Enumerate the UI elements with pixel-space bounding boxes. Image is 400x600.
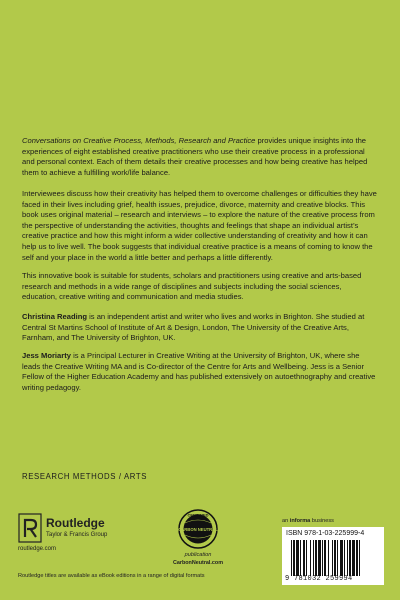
informa-prefix: an — [282, 518, 290, 524]
author-bio-text: is a Principal Lecturer in Creative Writing at the University of Brighton, UK, where she leads the Creative Writing MA and is Co-director of the Centre for Arts and Wellbeing. Jess is a Senior Fellow of the Higher Education Academy and has published extensively on autoethnography and creative writing pedagogy. — [22, 351, 376, 392]
carbon-neutral-site: CarbonNeutral.com — [172, 560, 224, 566]
cn-badge-top: CERTIFIED — [187, 512, 209, 518]
informa-business-line — [282, 518, 334, 524]
informa-brand: informa — [289, 518, 311, 524]
barcode-icon — [290, 540, 380, 576]
author-bio-1 — [22, 312, 378, 344]
blurb-paragraph-2 — [22, 189, 378, 263]
blurb-paragraph-2-text: Interviewees discuss how their creativity has helped them to overcome challenges or difficulties they have faced in their lives including grief, health issues, prejudice, divorce, maternity and creative blocks. This book uses original material – research and interviews – to explore the nature of the creative process from the perspective of understanding the activities, thoughts and feelings that shape an individual artist’s creative practice and how this might inform a wider collective understanding of creativity and how it can help us to live well. The book suggests that individual creative practice is a means of coming to know the self and your place in the world a little better and perhaps a little differently. — [22, 189, 377, 262]
isbn-digits: 9 781032 259994 — [285, 575, 353, 583]
carbon-neutral-label: publication — [184, 552, 212, 558]
blurb-paragraph-3-text: This innovative book is suitable for students, scholars and practitioners using creative and arts-based research and methods in a wide range of disciplines and subjects including the social sciences, education, creative writing and communication and media studies. — [22, 271, 362, 302]
author-name: Jess Moriarty — [22, 351, 71, 360]
routledge-mark-icon — [18, 513, 42, 543]
publisher-url: routledge.com — [18, 546, 57, 552]
isbn-barcode-box — [282, 527, 384, 585]
subject-category: RESEARCH METHODS / ARTS — [22, 472, 147, 481]
author-bio-text: is an independent artist and writer who lives and works in Brighton. She studied at Central St Martins School of Institute of Art & Design, London, The University of the Creative Arts, Farnham, and The University of Brighton, UK. — [22, 312, 365, 343]
publisher-subtitle: Taylor & Francis Group — [46, 532, 108, 538]
blurb-paragraph-1 — [22, 136, 378, 178]
blurb-paragraph-1-text: provides unique insights into the experiences of eight established creative practitioners who use their creative process in a professional and personal context. Each of them details their creative processes and how being creative has helped them to achieve a fulfilling work/life balance. — [22, 136, 368, 177]
author-name: Christina Reading — [22, 312, 87, 321]
informa-suffix: business — [310, 518, 334, 524]
carbon-neutral-badge-icon — [178, 509, 218, 549]
blurb-paragraph-3 — [22, 271, 378, 303]
book-title-inline: Conversations on Creative Process, Methods, Research and Practice — [22, 136, 256, 145]
carbon-neutral-seal — [168, 509, 228, 573]
author-bio-2 — [22, 351, 378, 393]
routledge-logo — [18, 510, 138, 554]
cn-badge-main: CARBON NEUTRAL — [178, 527, 218, 532]
isbn-label: ISBN 978-1-03-225999-4 — [286, 530, 365, 537]
publisher-name: Routledge — [46, 516, 105, 530]
ebook-note: Routledge titles are available as eBook editions in a range of digital formats — [18, 573, 205, 579]
